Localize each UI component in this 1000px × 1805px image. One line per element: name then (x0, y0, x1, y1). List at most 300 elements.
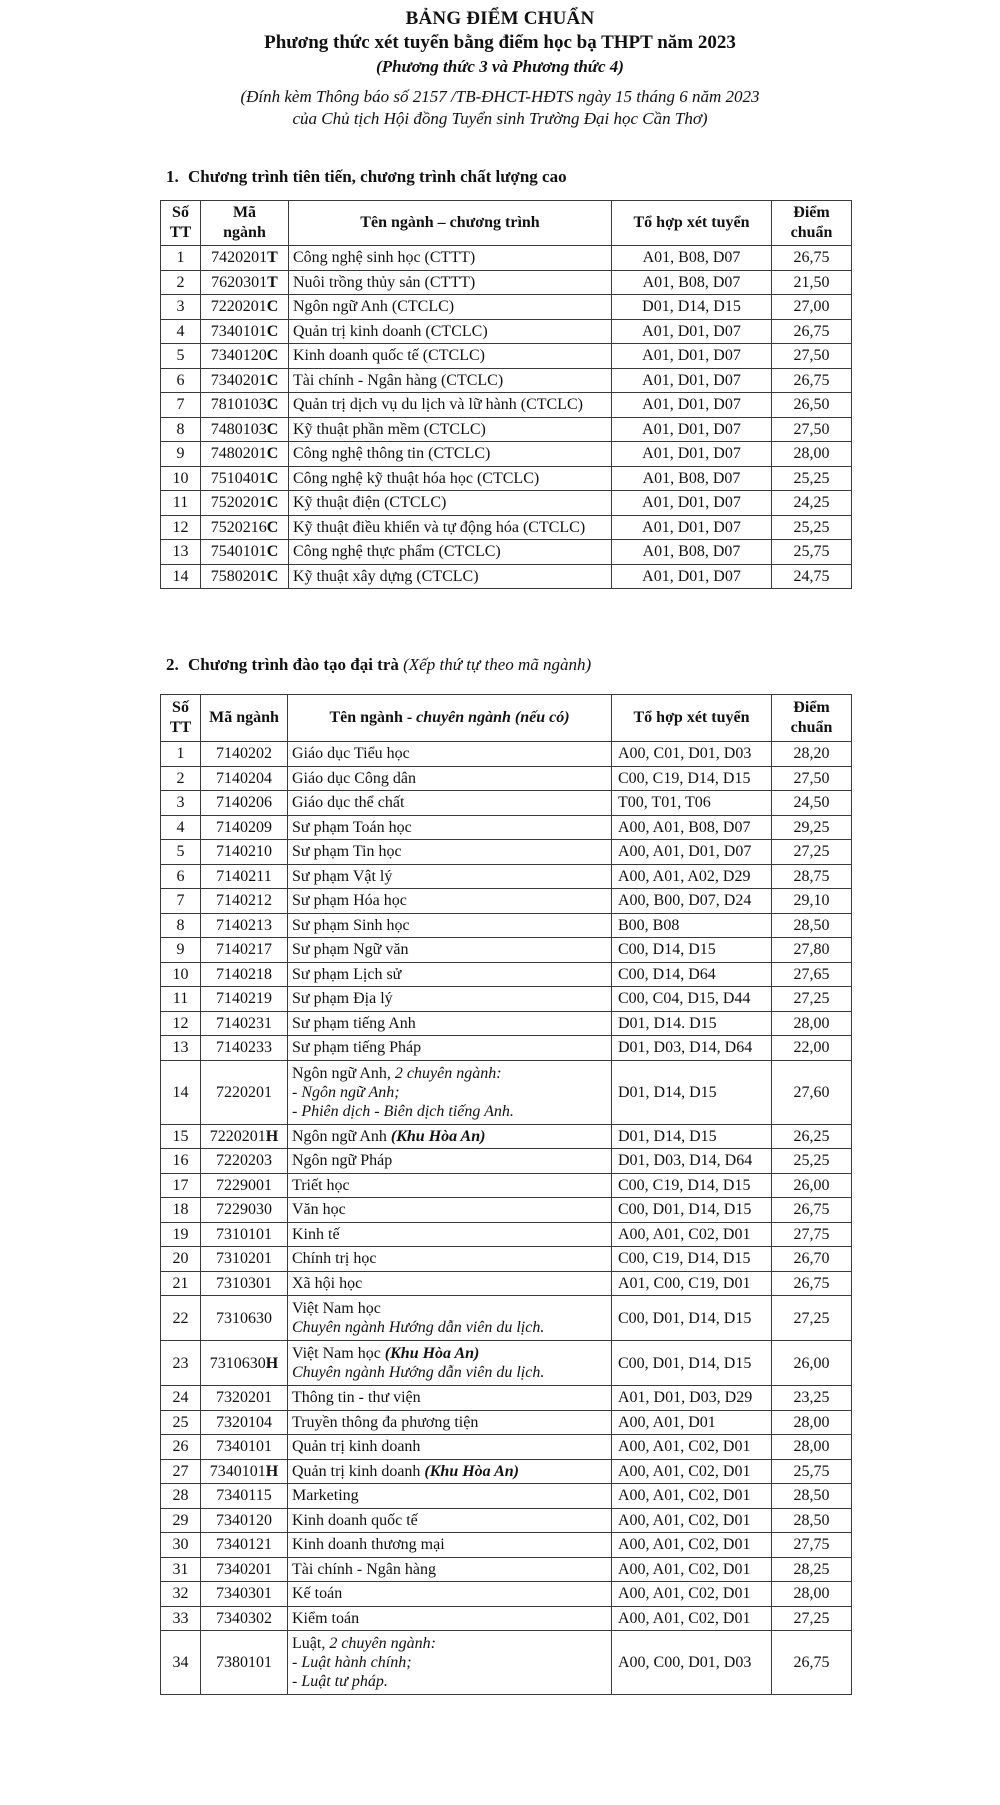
major-name-line (292, 916, 607, 935)
program-type-suffix: H (265, 1462, 279, 1480)
major-name-text: Kinh doanh quốc tế (CTCLC) (293, 347, 485, 365)
major-code (201, 938, 288, 963)
subject-combination: C00, D01, D14, D15 (612, 1198, 772, 1223)
major-code-value: 7340115 (216, 1487, 272, 1505)
major-name-text: Kinh tế (292, 1225, 340, 1243)
col-header-no: Số TT (161, 695, 201, 742)
major-name (288, 1060, 612, 1124)
row-number: 8 (161, 417, 201, 442)
major-code (201, 962, 288, 987)
cutoff-score: 25,25 (772, 1149, 852, 1174)
table-row (161, 1296, 852, 1341)
major-code-value: 7220203 (216, 1152, 272, 1170)
row-number: 12 (161, 515, 201, 540)
major-code-value: 7229030 (216, 1201, 272, 1219)
program-type-suffix: C (266, 543, 279, 561)
major-code-value: 7310630 (216, 1309, 272, 1327)
cutoff-score: 22,00 (772, 1036, 852, 1061)
major-code (201, 295, 289, 320)
row-number: 14 (161, 564, 201, 589)
cutoff-score: 27,50 (772, 766, 852, 791)
subject-combination: B00, B08 (612, 913, 772, 938)
major-name-line (292, 1249, 607, 1268)
cutoff-score: 28,00 (772, 1011, 852, 1036)
major-name-text: Ngôn ngữ Anh (292, 1127, 391, 1145)
subject-combination: A01, D01, D07 (612, 515, 772, 540)
cutoff-score: 26,70 (772, 1247, 852, 1272)
major-name-line (293, 322, 607, 341)
major-name-line (293, 542, 607, 561)
major-name (289, 344, 612, 369)
major-name-line (292, 818, 607, 837)
major-code-value: 7220201 (209, 1127, 266, 1145)
row-number: 31 (161, 1557, 201, 1582)
major-name-text: Sư phạm tiếng Pháp (292, 1039, 422, 1057)
standard-programs-table (160, 694, 852, 1695)
major-code (201, 1557, 288, 1582)
program-type-suffix: C (266, 347, 279, 365)
major-name (288, 1410, 612, 1435)
major-name (288, 1124, 612, 1149)
major-name (288, 1247, 612, 1272)
subject-combination: A00, C01, D01, D03 (612, 742, 772, 767)
row-number: 32 (161, 1582, 201, 1607)
subject-combination: C00, C19, D14, D15 (612, 1173, 772, 1198)
major-name (288, 1036, 612, 1061)
major-name-line (292, 940, 607, 959)
major-code (201, 1124, 288, 1149)
subject-combination: A00, A01, C02, D01 (612, 1606, 772, 1631)
major-name (288, 1222, 612, 1247)
table-row (161, 1508, 852, 1533)
section-2-heading (166, 655, 591, 675)
major-name-text: Sư phạm Hóa học (292, 892, 407, 910)
row-number: 5 (161, 840, 201, 865)
major-name-line (292, 1486, 607, 1505)
row-number: 25 (161, 1410, 201, 1435)
major-code-value: 7310630 (209, 1354, 266, 1372)
major-name-text: Công nghệ thông tin (CTCLC) (293, 445, 491, 463)
major-name-line (292, 1560, 607, 1579)
cutoff-score: 28,00 (772, 1435, 852, 1460)
major-name (289, 491, 612, 516)
major-code-value: 7340201 (216, 1560, 272, 1578)
subject-combination: A01, B08, D07 (612, 466, 772, 491)
cutoff-score: 26,75 (772, 1198, 852, 1223)
row-number: 13 (161, 540, 201, 565)
admission-methods: (Phương thức 3 và Phương thức 4) (376, 57, 624, 76)
advanced-programs-table (160, 200, 852, 589)
row-number: 4 (161, 319, 201, 344)
table-row (161, 1198, 852, 1223)
major-code-value: 7340121 (216, 1536, 272, 1554)
table-row (161, 1341, 852, 1386)
program-type-suffix: T (267, 249, 278, 267)
table-row (161, 987, 852, 1012)
row-number: 9 (161, 938, 201, 963)
major-code-value: 7320201 (216, 1389, 272, 1407)
major-name-text: Sư phạm Địa lý (292, 990, 393, 1008)
cutoff-score: 26,50 (772, 393, 852, 418)
major-name-text: Công nghệ thực phẩm (CTCLC) (293, 543, 501, 561)
major-name-line (293, 444, 607, 463)
major-name (288, 987, 612, 1012)
major-name-text: Sư phạm Sinh học (292, 916, 410, 934)
row-number: 4 (161, 815, 201, 840)
major-name (288, 1435, 612, 1460)
major-name-text: Ngôn ngữ Anh, (292, 1064, 395, 1082)
row-number: 20 (161, 1247, 201, 1272)
table-row (161, 1173, 852, 1198)
major-name-line (292, 1584, 607, 1603)
cutoff-score: 23,25 (772, 1386, 852, 1411)
row-number: 3 (161, 791, 201, 816)
major-code-value: 7520201 (210, 494, 267, 512)
subject-combination: C00, C19, D14, D15 (612, 766, 772, 791)
subject-combination: A01, C00, C19, D01 (612, 1271, 772, 1296)
subject-combination: A00, C00, D01, D03 (612, 1631, 772, 1695)
row-number: 10 (161, 962, 201, 987)
major-name (288, 1582, 612, 1607)
announcement-note-line2: của Chủ tịch Hội đồng Tuyển sinh Trường Đại học Cần Thơ) (292, 109, 708, 128)
major-name-line (293, 518, 607, 537)
major-code (201, 1060, 288, 1124)
major-code-value: 7140211 (216, 867, 272, 885)
row-number: 6 (161, 368, 201, 393)
cutoff-score: 26,75 (772, 319, 852, 344)
cutoff-score: 25,25 (772, 515, 852, 540)
major-name (289, 466, 612, 491)
major-name-line (292, 1127, 607, 1146)
major-code-value: 7140233 (216, 1039, 272, 1057)
major-code-value: 7310101 (216, 1225, 272, 1243)
row-number: 2 (161, 766, 201, 791)
document-title: BẢNG ĐIỂM CHUẨN (405, 8, 595, 29)
major-code-value: 7140217 (216, 941, 272, 959)
major-name-line (292, 1014, 607, 1033)
major-code-value: 7140213 (216, 916, 272, 934)
table-header-row (161, 695, 852, 742)
major-name (288, 1011, 612, 1036)
major-code (201, 368, 289, 393)
major-name-text: Quản trị kinh doanh (292, 1462, 425, 1480)
subject-combination: A01, D01, D07 (612, 393, 772, 418)
subject-combination: A00, A01, D01, D07 (612, 840, 772, 865)
table-row (161, 1582, 852, 1607)
row-number: 1 (161, 742, 201, 767)
major-name (288, 938, 612, 963)
major-code-value: 7140219 (216, 990, 272, 1008)
specialization-item: - Ngôn ngữ Anh; (292, 1083, 400, 1101)
major-code (201, 393, 289, 418)
major-name (288, 1508, 612, 1533)
table-row (161, 1036, 852, 1061)
major-code (201, 1459, 288, 1484)
major-code-value: 7340120 (216, 1511, 272, 1529)
major-code-value: 7220201 (216, 1083, 272, 1101)
row-number: 28 (161, 1484, 201, 1509)
program-type-suffix: C (266, 518, 279, 536)
major-name-text: Giáo dục Tiểu học (292, 745, 410, 763)
subject-combination: C00, D14, D15 (612, 938, 772, 963)
row-number: 30 (161, 1533, 201, 1558)
major-code (201, 270, 289, 295)
major-name (289, 368, 612, 393)
row-number: 11 (161, 491, 201, 516)
major-name-line (293, 371, 607, 390)
major-name-text: Quản trị kinh doanh (CTCLC) (293, 322, 488, 340)
row-number: 23 (161, 1341, 201, 1386)
major-code (201, 1036, 288, 1061)
major-code-value: 7480103 (210, 420, 267, 438)
table-row (161, 319, 852, 344)
program-type-suffix: C (266, 445, 279, 463)
major-code (201, 1198, 288, 1223)
subject-combination: D01, D03, D14, D64 (612, 1036, 772, 1061)
major-name-line (292, 744, 607, 763)
major-name (288, 766, 612, 791)
major-name-text: Xã hội học (292, 1274, 363, 1292)
major-name-line (292, 1437, 607, 1456)
cutoff-score: 27,25 (772, 1296, 852, 1341)
major-name-line (292, 1200, 607, 1219)
major-code-value: 7810103 (210, 396, 267, 414)
major-code-value: 7340101 (216, 1438, 272, 1456)
table-row (161, 791, 852, 816)
major-code (201, 1011, 288, 1036)
subject-combination: A00, B00, D07, D24 (612, 889, 772, 914)
document-subtitle: Phương thức xét tuyển bằng điểm học bạ THPT năm 2023 (264, 32, 736, 53)
major-code-value: 7140231 (216, 1014, 272, 1032)
table-row (161, 515, 852, 540)
major-name (288, 1533, 612, 1558)
major-name-line (292, 793, 607, 812)
row-number: 5 (161, 344, 201, 369)
major-name-text: Marketing (292, 1487, 359, 1505)
row-number: 34 (161, 1631, 201, 1695)
major-code-value: 7520216 (210, 518, 267, 536)
row-number: 26 (161, 1435, 201, 1460)
section-title: Chương trình tiên tiến, chương trình chất lượng cao (188, 167, 567, 186)
row-number: 8 (161, 913, 201, 938)
major-name-text: Sư phạm Tin học (292, 843, 402, 861)
major-name-line (292, 1344, 607, 1363)
major-name-text: Nuôi trồng thủy sản (CTTT) (293, 273, 476, 291)
table-row (161, 1557, 852, 1582)
major-name-text: Kinh doanh quốc tế (292, 1511, 418, 1529)
major-name-line (293, 395, 607, 414)
table-row (161, 1435, 852, 1460)
major-code-value: 7340302 (216, 1609, 272, 1627)
major-code (201, 540, 289, 565)
major-name-line (292, 1038, 607, 1057)
major-code (201, 840, 288, 865)
major-name-line (293, 567, 607, 586)
table-row (161, 491, 852, 516)
table-row (161, 1484, 852, 1509)
program-type-suffix: C (266, 420, 279, 438)
major-name (289, 564, 612, 589)
subject-combination: C00, D14, D64 (612, 962, 772, 987)
major-name-line (292, 1388, 607, 1407)
table-row (161, 962, 852, 987)
program-type-suffix: C (266, 396, 279, 414)
major-code (201, 742, 288, 767)
major-name-line (292, 965, 607, 984)
major-code-value: 7140206 (216, 794, 272, 812)
row-number: 3 (161, 295, 201, 320)
major-name-text: Sư phạm Ngữ văn (292, 941, 409, 959)
major-code (201, 1296, 288, 1341)
table-row (161, 938, 852, 963)
cutoff-score: 26,75 (772, 1631, 852, 1695)
table-row (161, 1124, 852, 1149)
row-number: 33 (161, 1606, 201, 1631)
major-name-text: Việt Nam học (292, 1300, 381, 1317)
major-code (201, 515, 289, 540)
announcement-note-line1: (Đính kèm Thông báo số 2157 /TB-ĐHCT-HĐTS ngày 15 tháng 6 năm 2023 (240, 87, 760, 106)
subject-combination: D01, D14. D15 (612, 1011, 772, 1036)
program-type-suffix: C (266, 567, 279, 585)
cutoff-score: 26,00 (772, 1173, 852, 1198)
major-name-text: Kỹ thuật điện (CTCLC) (293, 494, 447, 512)
campus-label: (Khu Hòa An) (390, 1127, 486, 1145)
specialization-item: Chuyên ngành Hướng dẫn viên du lịch. (292, 1364, 545, 1381)
table-row (161, 913, 852, 938)
table-row (161, 1222, 852, 1247)
major-name (288, 889, 612, 914)
major-code-value: 7310201 (216, 1250, 272, 1268)
major-name (288, 1173, 612, 1198)
major-name (288, 1271, 612, 1296)
major-code-value: 7540101 (210, 543, 267, 561)
row-number: 10 (161, 466, 201, 491)
cutoff-score: 26,00 (772, 1341, 852, 1386)
row-number: 13 (161, 1036, 201, 1061)
major-name-text: Văn học (292, 1201, 346, 1219)
cutoff-score: 27,50 (772, 344, 852, 369)
major-code (201, 246, 289, 271)
specialization-item: - Phiên dịch - Biên dịch tiếng Anh. (292, 1102, 514, 1120)
major-name (288, 1386, 612, 1411)
row-number: 16 (161, 1149, 201, 1174)
subject-combination: A01, D01, D07 (612, 344, 772, 369)
subject-combination: T00, T01, T06 (612, 791, 772, 816)
major-name (288, 1484, 612, 1509)
program-type-suffix: T (267, 273, 278, 291)
major-name (288, 742, 612, 767)
specialization-count: 2 chuyên ngành: (329, 1635, 436, 1652)
table-row (161, 1060, 852, 1124)
subject-combination: D01, D14, D15 (612, 1124, 772, 1149)
major-name-line (293, 493, 607, 512)
major-name-line (292, 1274, 607, 1293)
cutoff-score: 24,75 (772, 564, 852, 589)
subject-combination: A00, A01, B08, D07 (612, 815, 772, 840)
table-row (161, 540, 852, 565)
major-name-text: Kế toán (292, 1585, 343, 1603)
major-name (288, 1557, 612, 1582)
cutoff-score: 28,75 (772, 864, 852, 889)
table-row (161, 815, 852, 840)
cutoff-score: 24,25 (772, 491, 852, 516)
subject-combination: A00, A01, C02, D01 (612, 1459, 772, 1484)
major-name (288, 1631, 612, 1695)
section-title-note: (Xếp thứ tự theo mã ngành) (403, 655, 592, 674)
subject-combination: D01, D14, D15 (612, 1060, 772, 1124)
major-name (288, 840, 612, 865)
major-name-text: Kiểm toán (292, 1609, 360, 1627)
major-name-text: Sư phạm tiếng Anh (292, 1014, 416, 1032)
col-header-combo: Tổ hợp xét tuyển (612, 201, 772, 246)
cutoff-score: 28,50 (772, 913, 852, 938)
major-name-text: Tài chính - Ngân hàng (CTCLC) (293, 371, 504, 389)
cutoff-score: 27,00 (772, 295, 852, 320)
col-header-no: Số TT (161, 201, 201, 246)
major-name (288, 1606, 612, 1631)
major-name (288, 1149, 612, 1174)
major-code-value: 7580201 (210, 567, 267, 585)
program-type-suffix: H (265, 1127, 279, 1145)
specialization-count: 2 chuyên ngành: (394, 1064, 502, 1082)
major-code-value: 7340120 (210, 347, 267, 365)
major-code-value: 7320104 (216, 1413, 272, 1431)
program-type-suffix: H (265, 1354, 279, 1372)
cutoff-score: 26,75 (772, 1271, 852, 1296)
major-code (201, 1606, 288, 1631)
major-code (201, 319, 289, 344)
campus-label: (Khu Hòa An) (384, 1345, 480, 1362)
campus-label: (Khu Hòa An) (424, 1462, 519, 1480)
major-name-text: Thông tin - thư viện (292, 1389, 421, 1407)
col-header-combo: Tổ hợp xét tuyển (612, 695, 772, 742)
major-name-text: Công nghệ sinh học (CTTT) (293, 249, 476, 267)
major-name-text: Tài chính - Ngân hàng (292, 1560, 436, 1578)
major-code-value: 7140202 (216, 745, 272, 763)
major-name-line (292, 1634, 607, 1653)
subject-combination: A00, A01, C02, D01 (612, 1222, 772, 1247)
major-name-line (292, 1511, 607, 1530)
major-code (201, 1149, 288, 1174)
row-number: 6 (161, 864, 201, 889)
subject-combination: A01, D01, D07 (612, 319, 772, 344)
major-name-text: Sư phạm Vật lý (292, 867, 393, 885)
cutoff-score: 28,00 (772, 442, 852, 467)
table-row (161, 295, 852, 320)
major-code (201, 987, 288, 1012)
table-row (161, 1247, 852, 1272)
major-code (201, 1410, 288, 1435)
major-name-line (292, 1299, 607, 1318)
major-name-line (292, 1413, 607, 1432)
specialization-item: - Luật hành chính; (292, 1654, 412, 1671)
major-code (201, 491, 289, 516)
major-name (288, 864, 612, 889)
major-name-text: Quản trị kinh doanh (292, 1438, 421, 1456)
subject-combination: A01, D01, D07 (612, 491, 772, 516)
table-row (161, 840, 852, 865)
major-name-line (292, 891, 607, 910)
table-row (161, 864, 852, 889)
major-name-text: Truyền thông đa phương tiện (292, 1413, 479, 1431)
major-code (201, 417, 289, 442)
table-row (161, 1271, 852, 1296)
subject-combination: A01, D01, D07 (612, 417, 772, 442)
table-row (161, 246, 852, 271)
major-name-text: Sư phạm Toán học (292, 818, 412, 836)
major-name-line (292, 1609, 607, 1628)
major-name-line (292, 842, 607, 861)
